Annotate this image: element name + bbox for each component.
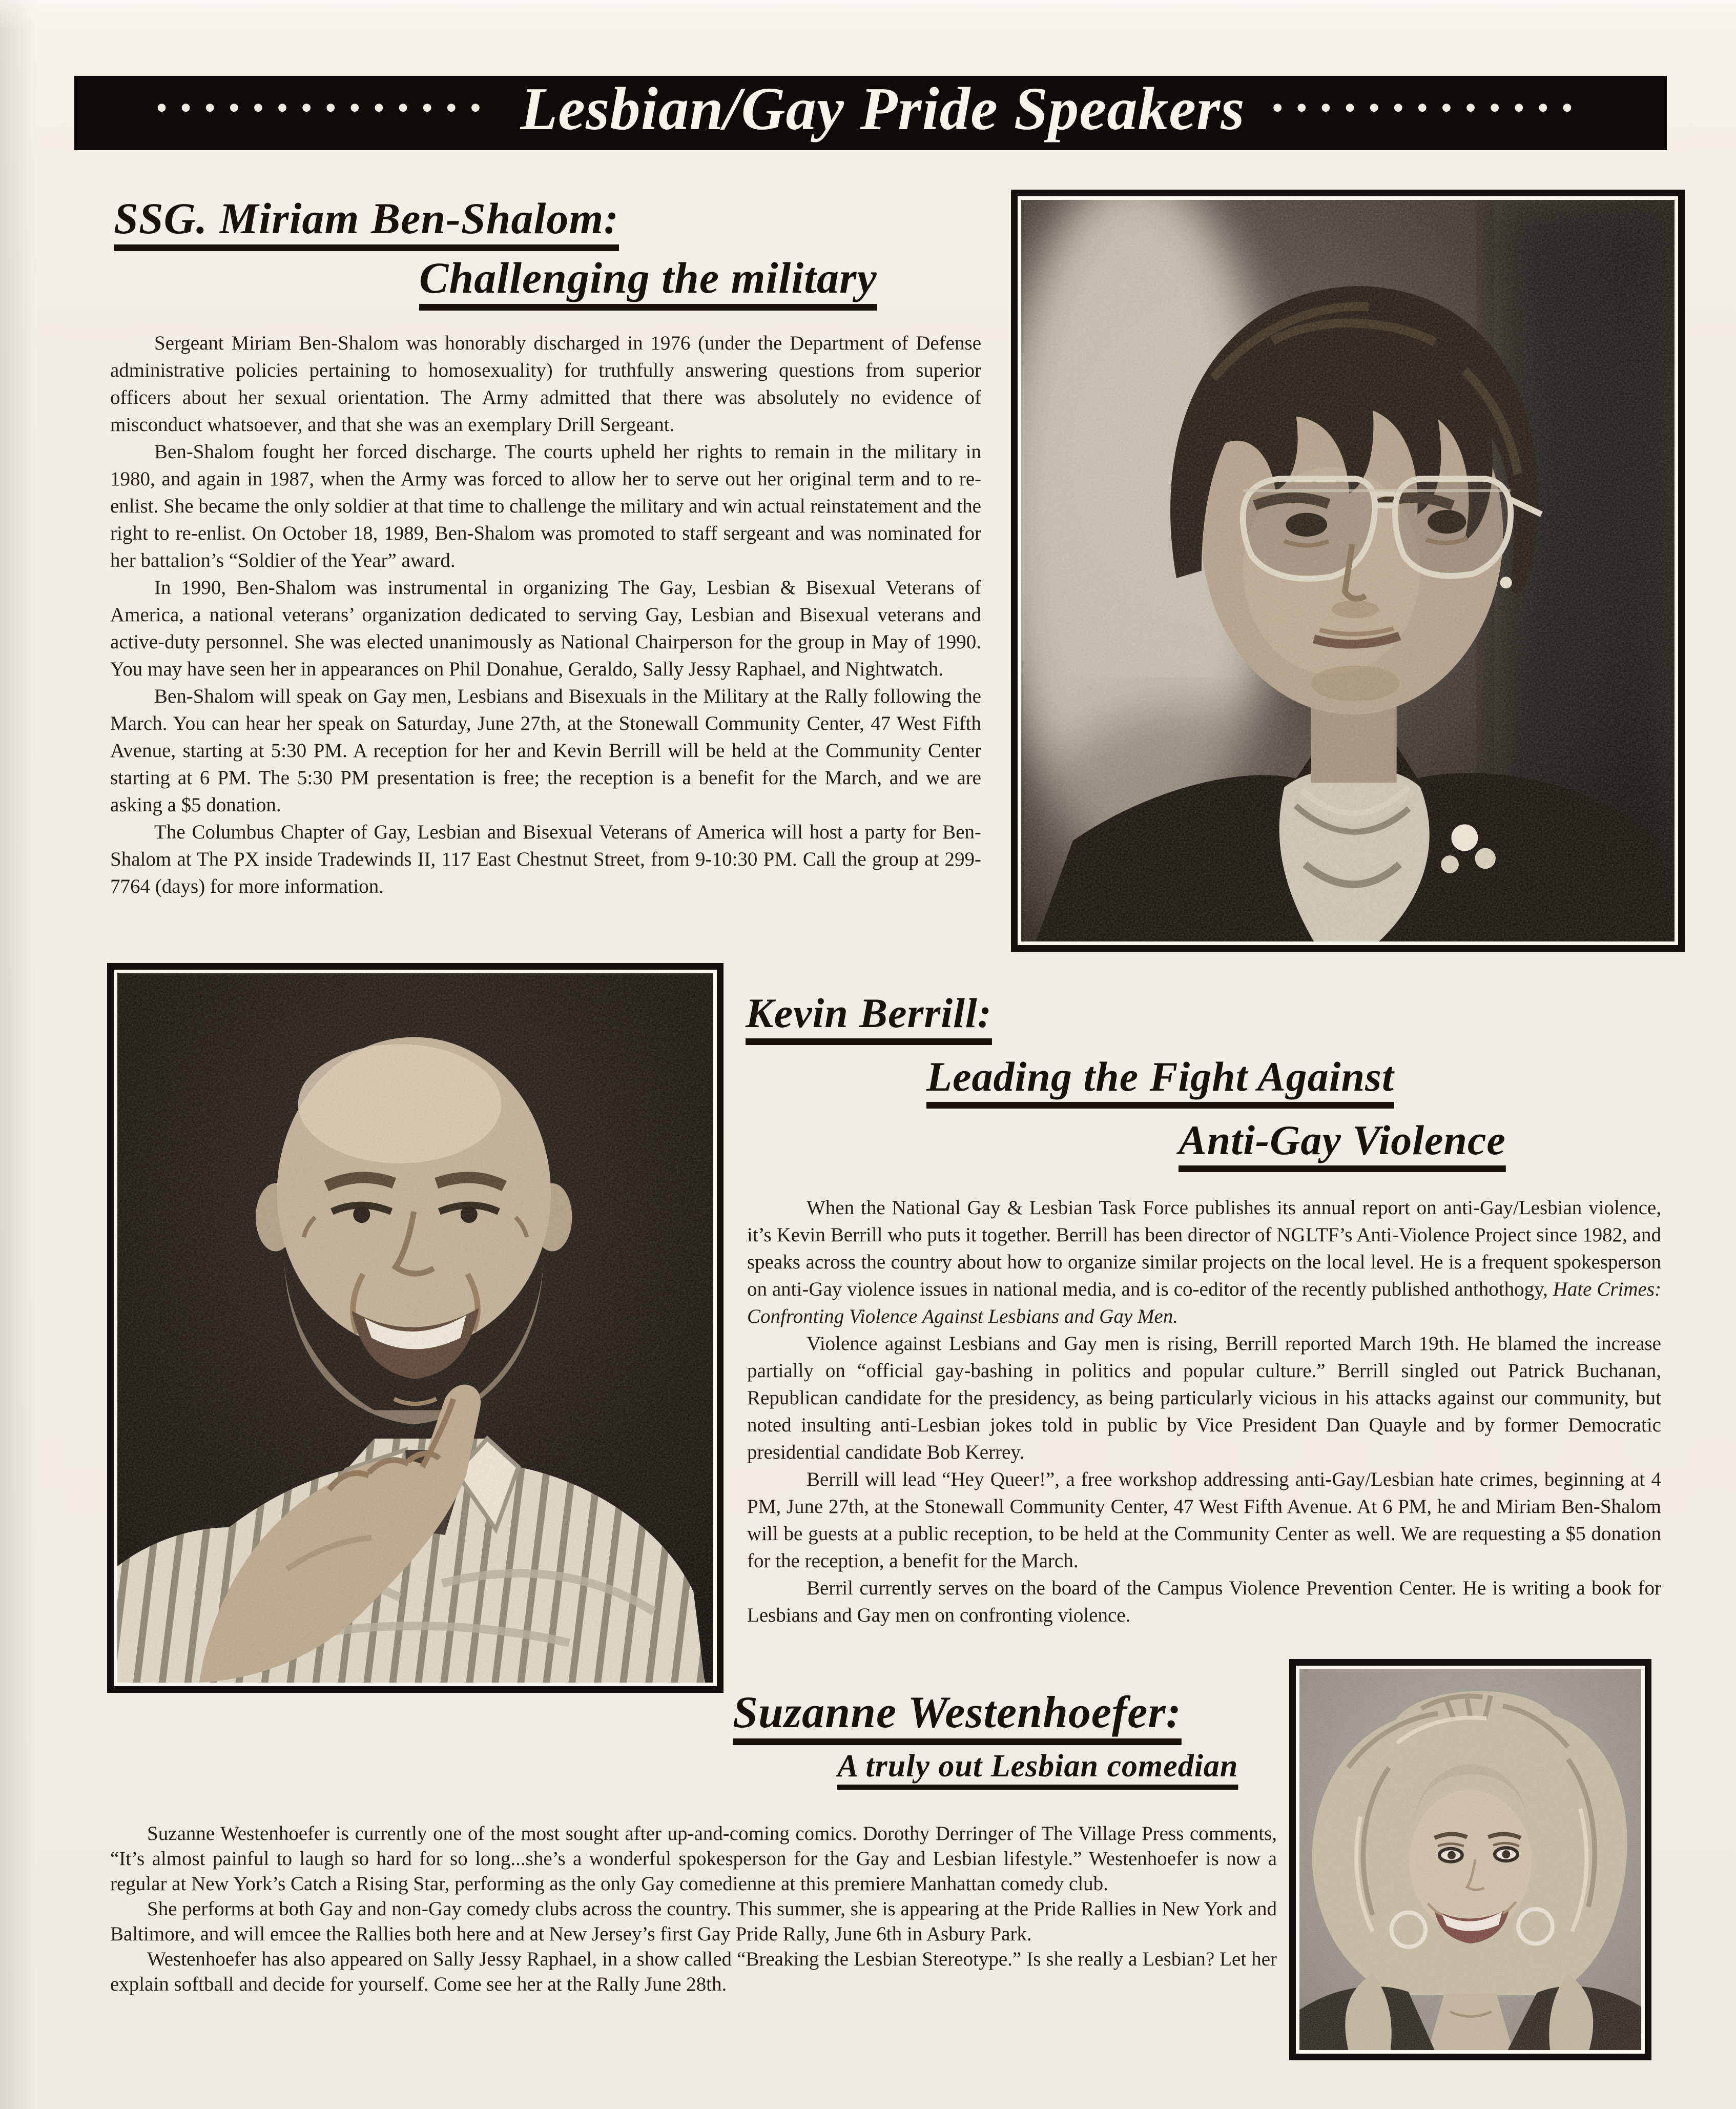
heading-miriam-subtitle: Challenging the military [419,253,877,302]
paragraph: The Columbus Chapter of Gay, Lesbian and Bisexual Veterans of America will host a party for Ben-Shalom at The PX inside Tradewinds II, 117 East Chestnut Street, from 9-10:30 PM. Call the group at 299-7764 (days) for more information. [110,821,981,897]
banner-title: Lesbian/Gay Pride Speakers [520,75,1245,142]
banner-dots-left-icon: •••••••••••••• [155,89,494,127]
paragraph-text: When the National Gay & Lesbian Task Force publishes its annual report on anti-Gay/Lesbian violence, it’s Kevin Berrill who puts it together. Berrill has been director of NGLTF’s Anti-Violence Project since 1982, and speaks across the country about how to organize similar projects on the local level. He is a frequent spokesperson on anti-Gay violence issues in national media, and is co-editor of the recently published anthothogy, [747,1197,1661,1300]
paragraph: Ben-Shalom fought her forced discharge. The courts upheld her rights to remain in the military in 1980, and again in 1987, when the Army was forced to allow her to serve out her original term and to re-enlist. She became the only soldier at that time to challenge the military and win actual reinstatement and the right to re-enlist. On October 18, 1989, Ben-Shalom was promoted to staff sergeant and was nominated for her battalion’s “Soldier of the Year” award. [110,441,981,571]
book-title-italic: Hate Crimes: Confronting Violence Against Lesbians and Gay Men. [747,1278,1661,1327]
suzanne-portrait-drawing [1299,1669,1641,2050]
paragraph: In 1990, Ben-Shalom was instrumental in organizing The Gay, Lesbian & Bisexual Veterans of America, a national veterans’ organization dedicated to serving Gay, Lesbian and Bisexual veterans and active-duty personnel. She was elected unanimously as National Chairperson for the group in May of 1990. You may have seen her in appearances on Phil Donahue, Geraldo, Sally Jessy Raphael, and Nightwatch. [110,577,981,680]
paragraph: Suzanne Westenhoefer is currently one of the most sought after up-and-coming comics. Dorothy Derringer of The Village Press comments, “It’s almost painful to laugh so hard for so long...she’s a wonderful spokesperson for the Gay and Lesbian lifestyle.” Westenhoefer is now a regular at New York’s Catch a Rising Star, performing as the only Gay comedienne at this premiere Manhattan comedy club. [110,1823,1277,1895]
photo-suzanne-westenhoefer [1289,1659,1651,2060]
heading-miriam-name: SSG. Miriam Ben-Shalom: [114,194,619,243]
scan-highlight-top [0,0,1736,31]
miriam-portrait-drawing [1021,200,1675,941]
heading-suzanne-name: Suzanne Westenhoefer: [733,1688,1182,1737]
photo-kevin-berrill [107,963,724,1693]
page-banner [74,76,1667,150]
paragraph: Violence against Lesbians and Gay men is rising, Berrill reported March 19th. He blamed the increase partially on “official gay-bashing in politics and popular culture.” Berrill singled out Patrick Buchanan, Republican candidate for the presidency, as being particularly vicious in his attacks against our community, but noted insulting anti-Lesbian jokes told in public by Vice President Dan Quayle and by former Democratic presidential candidate Bob Kerrey. [747,1333,1661,1463]
kevin-portrait-drawing [117,973,713,1683]
paragraph: She performs at both Gay and non-Gay comedy clubs across the country. This summer, she is appearing at the Pride Rallies in New York and Baltimore, and will emcee the Rallies both here and at New Jersey’s first Gay Pride Rally, June 6th in Asbury Park. [110,1898,1277,1945]
suzanne-article-body [110,1821,1277,1997]
heading-suzanne-subtitle: A truly out Lesbian comedian [837,1749,1238,1784]
paragraph: Berril currently serves on the board of the Campus Violence Prevention Center. He is writing a book for Lesbians and Gay men on confronting violence. [747,1577,1661,1626]
paragraph: Berrill will lead “Hey Queer!”, a free workshop addressing anti-Gay/Lesbian hate crimes, beginning at 4 PM, June 27th, at the Stonewall Community Center, 47 West Fifth Avenue. At 6 PM, he and Miriam Ben-Shalom will be guests at a public reception, to be held at the Community Center as well. We are requesting a $5 donation for the reception, a benefit for the March. [747,1468,1661,1572]
heading-kevin-subtitle-line1: Leading the Fight Against [926,1053,1394,1100]
heading-kevin-name: Kevin Berrill: [746,990,992,1036]
kevin-article-body [747,1194,1661,1629]
paragraph [747,1194,1661,1330]
paragraph: Sergeant Miriam Ben-Shalom was honorably discharged in 1976 (under the Department of Defense administrative policies pertaining to homosexuality) for truthfully answering questions from superior officers about her sexual orientation. The Army admitted that there was absolutely no evidence of misconduct whatsoever, and that she was an exemplary Drill Sergeant. [110,332,981,436]
miriam-article-body [110,330,981,900]
heading-kevin-subtitle-line2: Anti-Gay Violence [1179,1117,1506,1163]
paragraph: Ben-Shalom will speak on Gay men, Lesbians and Bisexuals in the Military at the Rally following the March. You can hear her speak on Saturday, June 27th, at the Stonewall Community Center, 47 West Fifth Avenue, starting at 5:30 PM. A reception for her and Kevin Berrill will be held at the Community Center starting at 6 PM. The 5:30 PM presentation is free; the reception is a benefit for the March, and we are asking a $5 donation. [110,685,981,816]
paragraph: Westenhoefer has also appeared on Sally Jessy Raphael, in a show called “Breaking the Lesbian Stereotype.” Is she really a Lesbian? Let her explain softball and decide for yourself. Come see her at the Rally June 28th. [110,1948,1277,1995]
scan-shadow-left [0,0,36,2109]
banner-dots-right-icon: ••••••••••••• [1271,89,1586,127]
photo-miriam-ben-shalom [1011,190,1685,952]
